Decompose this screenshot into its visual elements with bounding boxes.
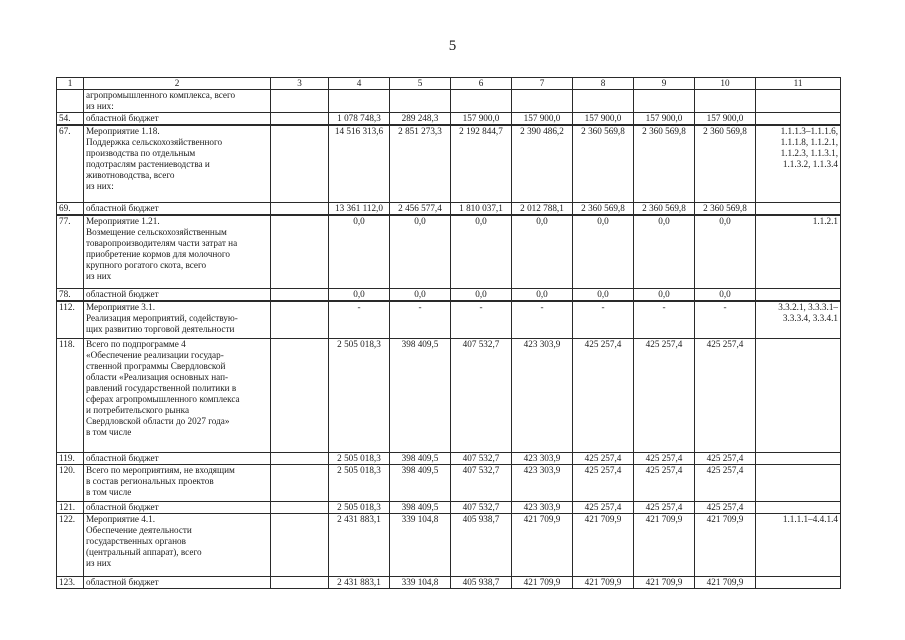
value-col10: 0,0 — [695, 215, 756, 289]
value-col8: 2 360 569,8 — [573, 202, 634, 215]
value-col8: 425 257,4 — [573, 338, 634, 452]
target-codes — [756, 289, 841, 302]
row-number — [57, 90, 84, 113]
row-description: Мероприятие 3.1. Реализация мероприятий, содействую- щих развитию торговой деятельности — [84, 301, 271, 338]
value-col5: 339 104,8 — [390, 576, 451, 588]
value-col4: 2 431 883,1 — [329, 513, 390, 576]
row-description: областной бюджет — [84, 452, 271, 464]
value-col7: 2 012 788,1 — [512, 202, 573, 215]
row-number: 121. — [57, 501, 84, 513]
table-row — [57, 452, 841, 464]
value-col4: 0,0 — [329, 215, 390, 289]
value-col6: 0,0 — [451, 289, 512, 302]
value-col6: 2 192 844,7 — [451, 125, 512, 202]
target-codes — [756, 501, 841, 513]
column-header: 7 — [512, 78, 573, 90]
value-col4: 2 505 018,3 — [329, 452, 390, 464]
row-number: 69. — [57, 202, 84, 215]
value-col7: 0,0 — [512, 289, 573, 302]
value-col8: 2 360 569,8 — [573, 125, 634, 202]
value-col7: 423 303,9 — [512, 501, 573, 513]
row-description: Мероприятие 1.21. Возмещение сельскохозяйственным товаропроизводителям части затрат на приобретение кормов для молочного крупного рогатого скота, всего из них — [84, 215, 271, 289]
value-col10: - — [695, 301, 756, 338]
value-col7: 423 303,9 — [512, 464, 573, 501]
cell-col3 — [271, 452, 329, 464]
value-col9: 425 257,4 — [634, 338, 695, 452]
value-col7 — [512, 90, 573, 113]
column-header: 4 — [329, 78, 390, 90]
target-codes: 3.3.2.1, 3.3.3.1– 3.3.3.4, 3.3.4.1 — [756, 301, 841, 338]
table-row — [57, 90, 841, 113]
value-col7: 2 390 486,2 — [512, 125, 573, 202]
value-col5 — [390, 90, 451, 113]
column-header: 6 — [451, 78, 512, 90]
row-description: областной бюджет — [84, 576, 271, 588]
target-codes — [756, 452, 841, 464]
value-col6: - — [451, 301, 512, 338]
target-codes — [756, 338, 841, 452]
value-col6: 1 810 037,1 — [451, 202, 512, 215]
row-description: Мероприятие 1.18. Поддержка сельскохозяйственного производства по отдельным подотраслям растениеводства и животноводства, всего из них: — [84, 125, 271, 202]
value-col5: - — [390, 301, 451, 338]
value-col6: 407 532,7 — [451, 338, 512, 452]
value-col9: 421 709,9 — [634, 513, 695, 576]
table-row — [57, 215, 841, 289]
row-number: 119. — [57, 452, 84, 464]
cell-col3 — [271, 338, 329, 452]
value-col8: 421 709,9 — [573, 513, 634, 576]
cell-col3 — [271, 513, 329, 576]
table-row — [57, 513, 841, 576]
value-col9: 0,0 — [634, 215, 695, 289]
value-col10: 2 360 569,8 — [695, 202, 756, 215]
value-col7: 0,0 — [512, 215, 573, 289]
value-col4: - — [329, 301, 390, 338]
value-col6: 407 532,7 — [451, 501, 512, 513]
value-col8: 0,0 — [573, 289, 634, 302]
value-col10: 421 709,9 — [695, 513, 756, 576]
value-col4: 2 505 018,3 — [329, 464, 390, 501]
target-codes: 1.1.2.1 — [756, 215, 841, 289]
row-description: областной бюджет — [84, 113, 271, 126]
column-number-row — [57, 78, 841, 90]
value-col4: 2 505 018,3 — [329, 338, 390, 452]
cell-col3 — [271, 202, 329, 215]
value-col9 — [634, 90, 695, 113]
value-col8: 421 709,9 — [573, 576, 634, 588]
table-row — [57, 113, 841, 126]
value-col10 — [695, 90, 756, 113]
value-col9: 157 900,0 — [634, 113, 695, 126]
value-col8 — [573, 90, 634, 113]
cell-col3 — [271, 125, 329, 202]
row-number: 54. — [57, 113, 84, 126]
value-col6: 405 938,7 — [451, 513, 512, 576]
value-col4 — [329, 90, 390, 113]
value-col6: 0,0 — [451, 215, 512, 289]
cell-col3 — [271, 90, 329, 113]
value-col5: 398 409,5 — [390, 464, 451, 501]
value-col8: 0,0 — [573, 215, 634, 289]
cell-col3 — [271, 215, 329, 289]
row-description: областной бюджет — [84, 289, 271, 302]
page-number: 5 — [448, 38, 457, 54]
table-row — [57, 338, 841, 452]
value-col6: 407 532,7 — [451, 452, 512, 464]
value-col5: 2 456 577,4 — [390, 202, 451, 215]
value-col10: 157 900,0 — [695, 113, 756, 126]
value-col5: 2 851 273,3 — [390, 125, 451, 202]
row-number: 78. — [57, 289, 84, 302]
row-description: Всего по мероприятиям, не входящим в состав региональных проектов в том числе — [84, 464, 271, 501]
value-col10: 425 257,4 — [695, 464, 756, 501]
column-header: 2 — [84, 78, 271, 90]
table-row — [57, 125, 841, 202]
row-number: 118. — [57, 338, 84, 452]
table-body — [57, 90, 841, 589]
row-description: областной бюджет — [84, 501, 271, 513]
value-col7: 423 303,9 — [512, 452, 573, 464]
cell-col3 — [271, 501, 329, 513]
column-header: 9 — [634, 78, 695, 90]
value-col4: 2 431 883,1 — [329, 576, 390, 588]
table-row — [57, 202, 841, 215]
value-col5: 289 248,3 — [390, 113, 451, 126]
value-col8: 157 900,0 — [573, 113, 634, 126]
value-col7: 157 900,0 — [512, 113, 573, 126]
value-col10: 421 709,9 — [695, 576, 756, 588]
value-col4: 1 078 748,3 — [329, 113, 390, 126]
row-number: 77. — [57, 215, 84, 289]
value-col5: 398 409,5 — [390, 452, 451, 464]
target-codes: 1.1.1.1–4.4.1.4 — [756, 513, 841, 576]
target-codes — [756, 576, 841, 588]
value-col7: 423 303,9 — [512, 338, 573, 452]
column-header: 3 — [271, 78, 329, 90]
column-header: 8 — [573, 78, 634, 90]
row-number: 122. — [57, 513, 84, 576]
value-col5: 398 409,5 — [390, 501, 451, 513]
row-description: агропромышленного комплекса, всего из них: — [84, 90, 271, 113]
value-col10: 0,0 — [695, 289, 756, 302]
table-row — [57, 289, 841, 302]
cell-col3 — [271, 576, 329, 588]
table-row — [57, 464, 841, 501]
target-codes — [756, 202, 841, 215]
value-col8: - — [573, 301, 634, 338]
table-row — [57, 501, 841, 513]
value-col5: 339 104,8 — [390, 513, 451, 576]
value-col10: 425 257,4 — [695, 338, 756, 452]
value-col9: 425 257,4 — [634, 452, 695, 464]
value-col5: 0,0 — [390, 289, 451, 302]
row-number: 112. — [57, 301, 84, 338]
row-description: Мероприятие 4.1. Обеспечение деятельности государственных органов (центральный аппарат), всего из них — [84, 513, 271, 576]
value-col9: 2 360 569,8 — [634, 125, 695, 202]
value-col10: 2 360 569,8 — [695, 125, 756, 202]
value-col9: 421 709,9 — [634, 576, 695, 588]
value-col10: 425 257,4 — [695, 501, 756, 513]
value-col6: 157 900,0 — [451, 113, 512, 126]
budget-table — [56, 77, 841, 589]
value-col9: 0,0 — [634, 289, 695, 302]
cell-col3 — [271, 464, 329, 501]
value-col7: 421 709,9 — [512, 513, 573, 576]
value-col5: 398 409,5 — [390, 338, 451, 452]
value-col6 — [451, 90, 512, 113]
value-col5: 0,0 — [390, 215, 451, 289]
value-col6: 405 938,7 — [451, 576, 512, 588]
table-row — [57, 576, 841, 588]
value-col8: 425 257,4 — [573, 464, 634, 501]
row-number: 123. — [57, 576, 84, 588]
value-col8: 425 257,4 — [573, 452, 634, 464]
value-col4: 13 361 112,0 — [329, 202, 390, 215]
column-header: 10 — [695, 78, 756, 90]
row-description: Всего по подпрограмме 4 «Обеспечение реализации государ- ственной программы Свердловской области «Реализация основных нап- равлений государственной политики в сферах агропромышленного комплекса и потребительского рынка Свердловской области до 2027 года» в том числе — [84, 338, 271, 452]
row-number: 120. — [57, 464, 84, 501]
row-description: областной бюджет — [84, 202, 271, 215]
value-col7: - — [512, 301, 573, 338]
target-codes — [756, 113, 841, 126]
value-col9: 425 257,4 — [634, 501, 695, 513]
value-col6: 407 532,7 — [451, 464, 512, 501]
value-col7: 421 709,9 — [512, 576, 573, 588]
cell-col3 — [271, 289, 329, 302]
column-header: 11 — [756, 78, 841, 90]
value-col4: 14 516 313,6 — [329, 125, 390, 202]
target-codes: 1.1.1.3–1.1.1.6, 1.1.1.8, 1.1.2.1, 1.1.2.3, 1.1.3.1, 1.1.3.2, 1.1.3.4 — [756, 125, 841, 202]
column-header: 5 — [390, 78, 451, 90]
value-col9: - — [634, 301, 695, 338]
column-header: 1 — [57, 78, 84, 90]
target-codes — [756, 90, 841, 113]
value-col8: 425 257,4 — [573, 501, 634, 513]
value-col9: 425 257,4 — [634, 464, 695, 501]
cell-col3 — [271, 113, 329, 126]
value-col4: 2 505 018,3 — [329, 501, 390, 513]
value-col10: 425 257,4 — [695, 452, 756, 464]
cell-col3 — [271, 301, 329, 338]
value-col4: 0,0 — [329, 289, 390, 302]
target-codes — [756, 464, 841, 501]
row-number: 67. — [57, 125, 84, 202]
value-col9: 2 360 569,8 — [634, 202, 695, 215]
table-row — [57, 301, 841, 338]
